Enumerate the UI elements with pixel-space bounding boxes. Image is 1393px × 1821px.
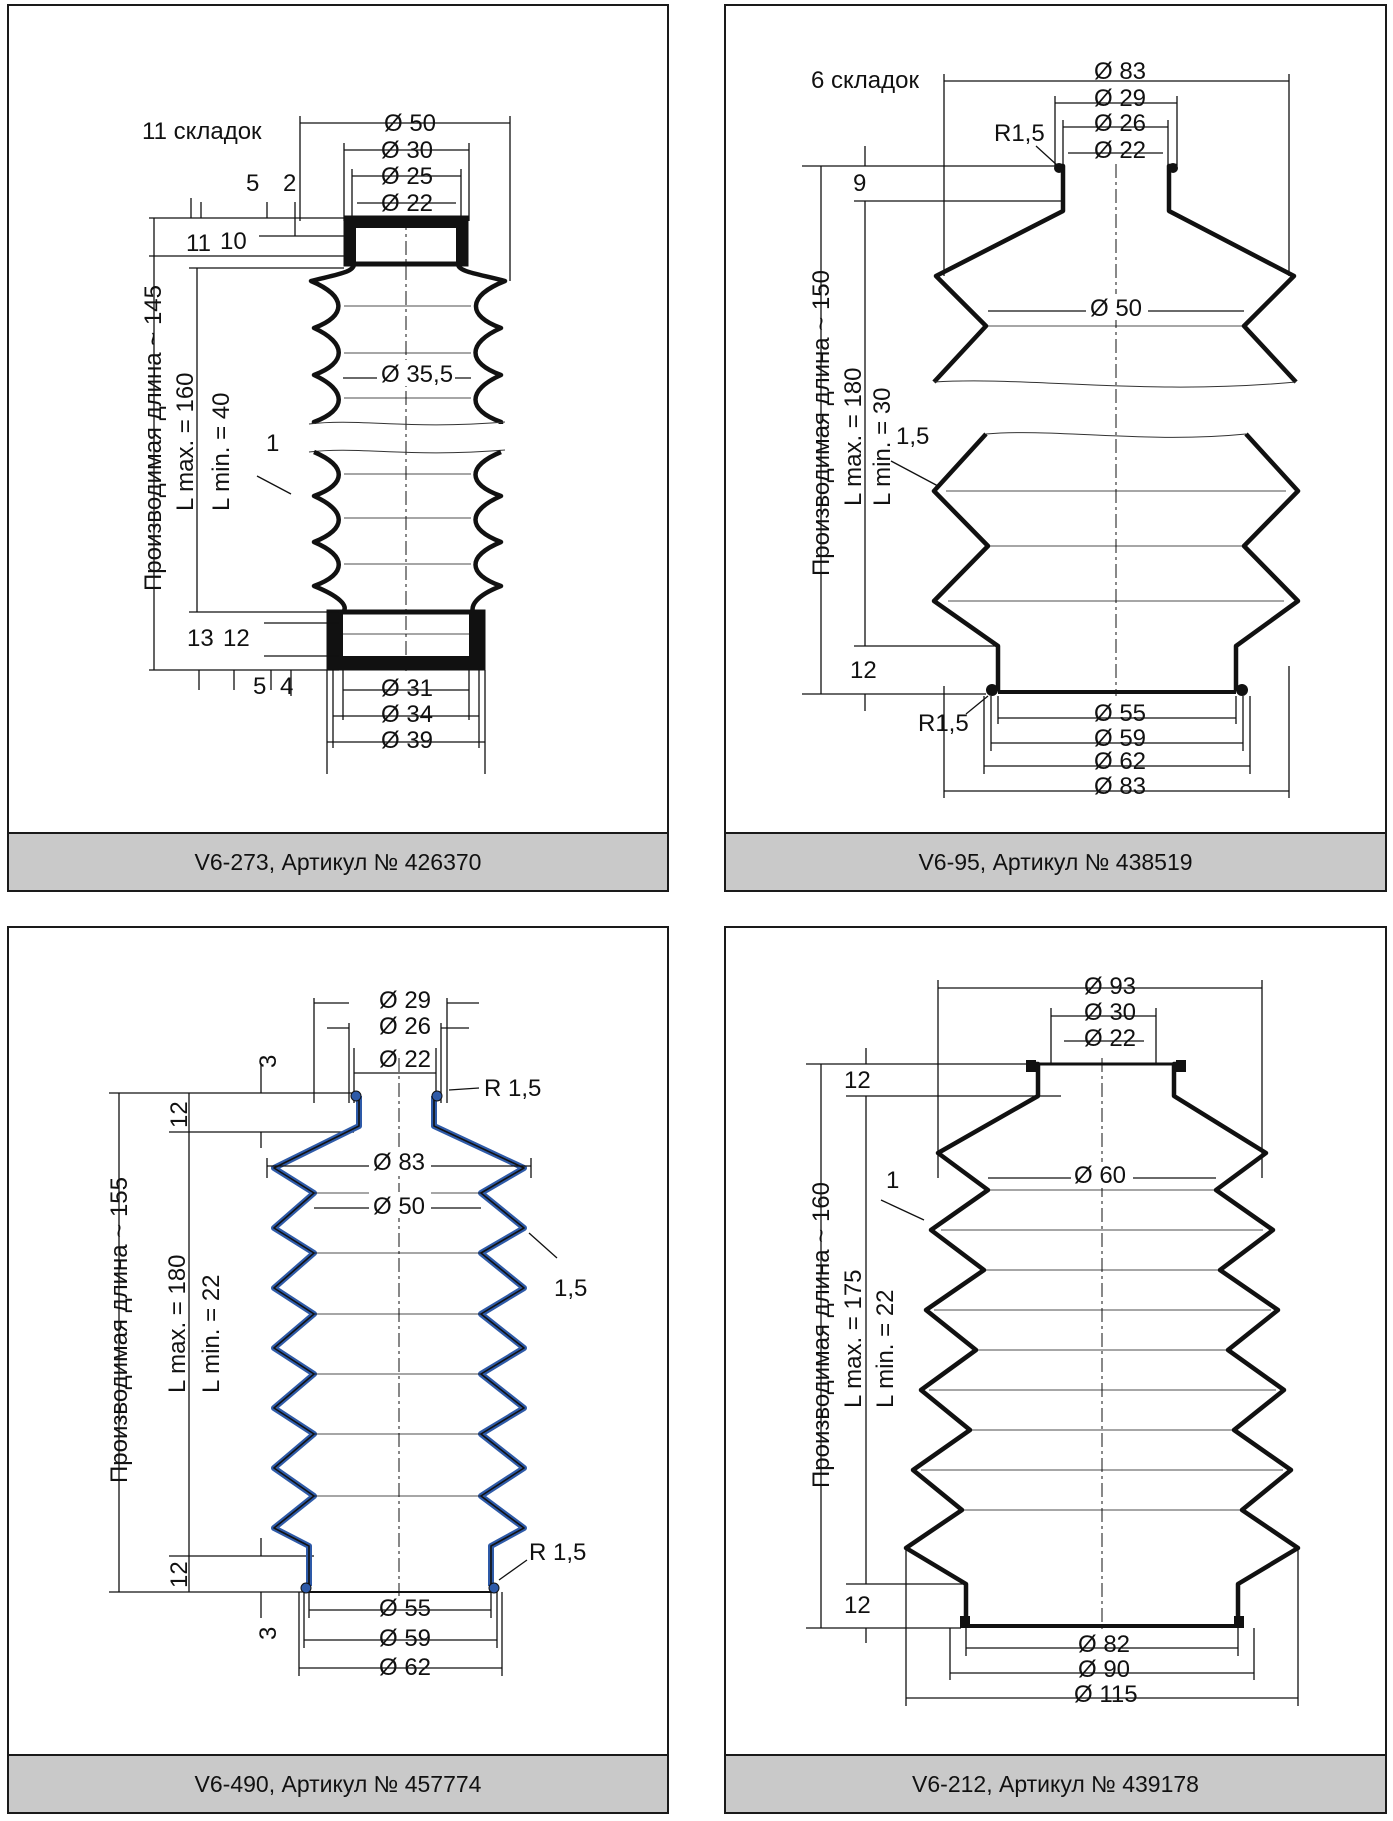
dim-t12: 12 — [844, 1067, 871, 1094]
caption-v6-490: V6-490, Артикул № 457774 — [9, 1754, 667, 1812]
lmax-label: L max. = 180 — [840, 367, 867, 506]
dim-d26: Ø 26 — [1094, 110, 1147, 137]
dim-d59: Ø 59 — [1094, 725, 1147, 752]
dim-b12: 12 — [844, 1592, 871, 1619]
caption-v6-212: V6-212, Артикул № 439178 — [726, 1754, 1385, 1812]
length-label: Производимая длина ~ 155 — [106, 1177, 133, 1483]
dim-d50: Ø 50 — [373, 1193, 426, 1220]
dim-r-bottom: R1,5 — [918, 710, 969, 737]
length-label: Производимая длина ~ 160 — [808, 1182, 835, 1488]
dim-b3: 3 — [255, 1626, 282, 1640]
dim-b4: 4 — [280, 673, 294, 700]
dim-d22: Ø 22 — [1084, 1025, 1137, 1052]
dim-d55: Ø 55 — [1094, 700, 1147, 727]
dim-t10: 10 — [220, 228, 247, 255]
dim-t11: 11 — [186, 230, 211, 257]
dim-d62: Ø 62 — [379, 1654, 432, 1681]
lmin-label: L min. = 22 — [872, 1289, 899, 1408]
caption-v6-95: V6-95, Артикул № 438519 — [726, 832, 1385, 890]
dim-d39: Ø 39 — [381, 727, 434, 754]
dim-d22: Ø 22 — [1094, 137, 1147, 164]
dim-wall: 1 — [266, 430, 280, 457]
dim-d25: Ø 25 — [381, 163, 434, 190]
bellows-drawing-v6-95 — [726, 6, 1385, 836]
lmin-label: L min. = 22 — [198, 1274, 225, 1393]
dim-wall: 1,5 — [896, 423, 930, 450]
dim-d90: Ø 90 — [1078, 1656, 1131, 1683]
dim-wall: 1 — [886, 1167, 900, 1194]
dim-b13: 13 — [187, 625, 214, 652]
dim-r-top: R 1,5 — [484, 1075, 542, 1102]
length-label: Производимая длина ~ 150 — [808, 270, 835, 576]
folds-label: 11 складок — [142, 118, 262, 145]
dim-d93: Ø 93 — [1084, 973, 1137, 1000]
lmin-label: L min. = 30 — [869, 387, 896, 506]
dim-d31: Ø 31 — [381, 675, 434, 702]
drawing-panel-v6-273 — [7, 4, 669, 892]
dim-d83: Ø 83 — [373, 1149, 426, 1176]
dim-d50: Ø 50 — [384, 110, 437, 137]
dim-d22: Ø 22 — [379, 1046, 432, 1073]
dim-d29: Ø 29 — [1094, 85, 1147, 112]
dim-d82: Ø 82 — [1078, 1631, 1131, 1658]
dim-d83-bottom: Ø 83 — [1094, 773, 1147, 800]
dim-d29: Ø 29 — [379, 987, 432, 1014]
dim-d34: Ø 34 — [381, 701, 434, 728]
drawing-panel-v6-212 — [724, 926, 1387, 1814]
dim-b12: 12 — [850, 657, 877, 684]
drawing-panel-v6-95 — [724, 4, 1387, 892]
bellows-drawing-v6-490 — [9, 928, 667, 1758]
dim-t2: 2 — [283, 170, 297, 197]
dim-d30: Ø 30 — [381, 137, 434, 164]
dim-d22: Ø 22 — [381, 190, 434, 217]
bellows-drawing-v6-212 — [726, 928, 1385, 1758]
caption-v6-273: V6-273, Артикул № 426370 — [9, 832, 667, 890]
lmax-label: L max. = 160 — [172, 372, 199, 511]
dim-d55: Ø 55 — [379, 1595, 432, 1622]
dim-d62: Ø 62 — [1094, 748, 1147, 775]
dim-d35-5: Ø 35,5 — [381, 361, 454, 388]
dim-r-bottom: R 1,5 — [529, 1539, 587, 1566]
dim-t5: 5 — [246, 170, 260, 197]
dim-d26: Ø 26 — [379, 1013, 432, 1040]
lmax-label: L max. = 180 — [164, 1254, 191, 1393]
dim-t3: 3 — [255, 1054, 282, 1068]
dim-b12: 12 — [223, 625, 250, 652]
dim-t9: 9 — [853, 170, 867, 197]
dim-d115: Ø 115 — [1074, 1681, 1138, 1708]
dim-r-top: R1,5 — [994, 120, 1045, 147]
dim-d50: Ø 50 — [1090, 295, 1143, 322]
lmax-label: L max. = 175 — [840, 1269, 867, 1408]
lmin-label: L min. = 40 — [208, 392, 235, 511]
dim-d59: Ø 59 — [379, 1625, 432, 1652]
bellows-drawing-v6-273 — [9, 6, 667, 836]
dim-wall: 1,5 — [554, 1275, 588, 1302]
dim-b5: 5 — [253, 673, 267, 700]
dim-t12: 12 — [166, 1101, 193, 1128]
length-label: Производимая длина ~ 145 — [140, 285, 167, 591]
drawing-panel-v6-490 — [7, 926, 669, 1814]
dim-d60: Ø 60 — [1074, 1162, 1127, 1189]
dim-b12: 12 — [166, 1561, 193, 1588]
dim-d30: Ø 30 — [1084, 999, 1137, 1026]
folds-label: 6 складок — [811, 67, 919, 94]
dim-d83-top: Ø 83 — [1094, 58, 1147, 85]
